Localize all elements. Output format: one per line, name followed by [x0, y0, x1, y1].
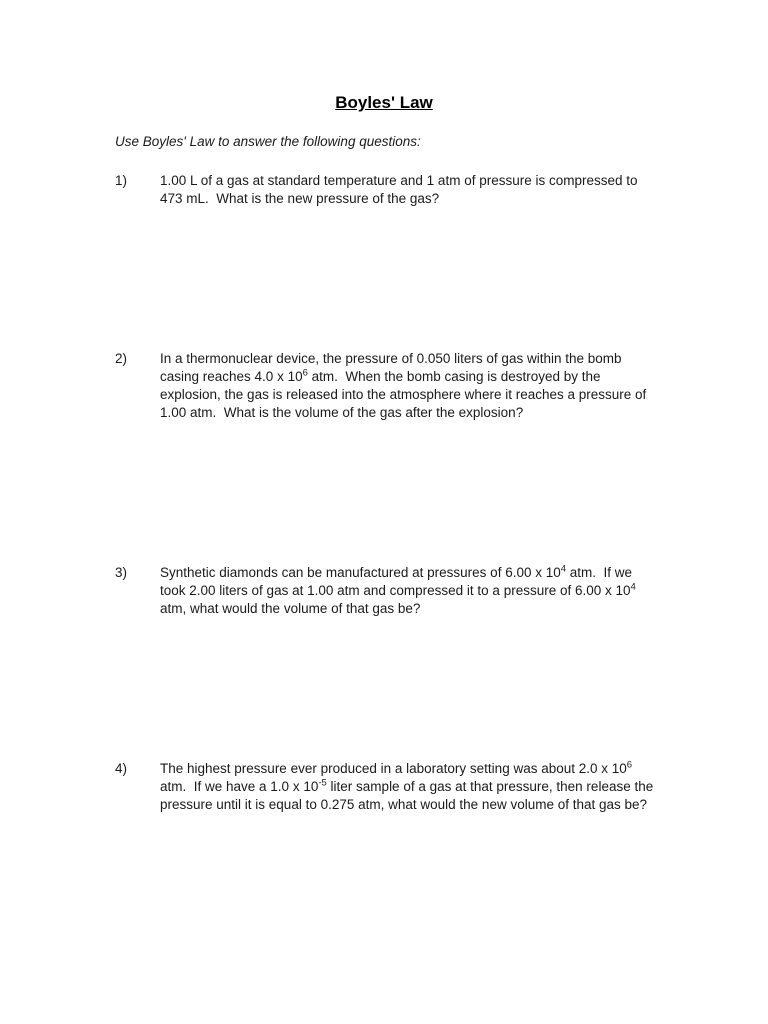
- question-text: 1.00 L of a gas at standard temperature and 1 atm of pressure is compressed to 473 mL. What is the new pressure of the gas?: [160, 173, 642, 206]
- question-number: 3): [115, 565, 128, 580]
- question-number: 1): [115, 173, 128, 188]
- questions-list: [0, 172, 768, 814]
- question-text: In a thermonuclear device, the pressure of 0.050 liters of gas within the bomb casing reaches 4.0 x $10^6$ atm. When the bomb casing is destroyed by the explosion, the gas is released into the atmosphere where it reaches a pressure of 1.00 atm. What is the volume of the gas after the explosion?: [160, 351, 651, 420]
- question-row: [115, 172, 768, 208]
- question-number: 4): [115, 761, 128, 776]
- intro-text: Use Boyles' Law to answer the following questions:: [115, 134, 421, 149]
- question-text: Synthetic diamonds can be manufactured at pressures of 6.00 x $10^4$ atm. If we took 2.00 liters of gas at 1.00 atm and compressed it to a pressure of 6.00 x $10^4$ atm, what would the volume of that gas be?: [160, 563, 640, 616]
- question-row: [115, 564, 768, 618]
- question-number: 2): [115, 351, 128, 366]
- question-text: The highest pressure ever produced in a laboratory setting was about 2.0 x $10^6$ atm. If we have a 1.0 x $10^{-5}$ liter sample of a gas at that pressure, then release the pressure until it is equal to 0.275 atm, what would the new volume of that gas be?: [160, 759, 657, 812]
- question-row: [115, 350, 768, 422]
- question-row: [115, 760, 768, 814]
- page-title: Boyles' Law: [335, 93, 433, 112]
